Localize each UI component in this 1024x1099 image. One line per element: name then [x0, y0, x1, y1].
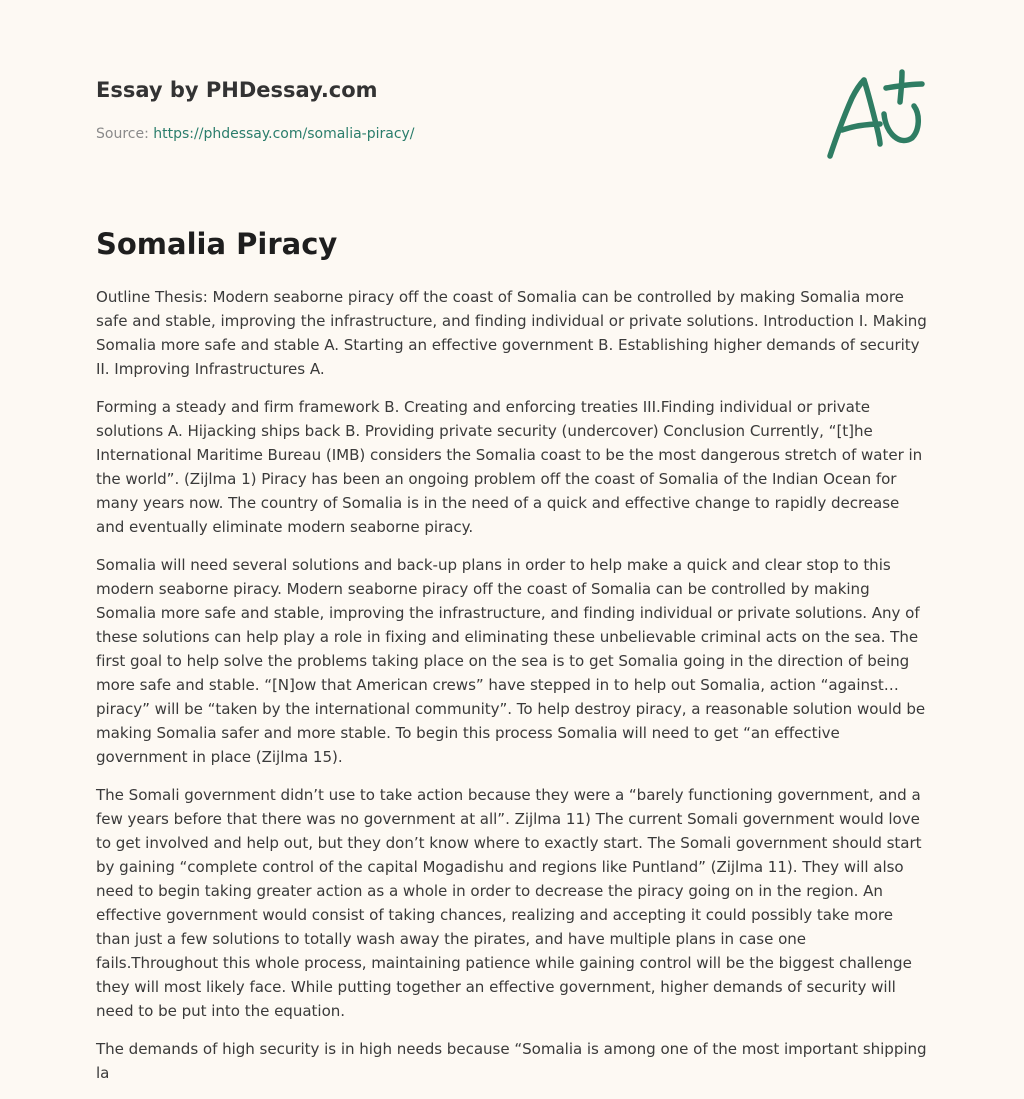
source-link[interactable]: https://phdessay.com/somalia-piracy/: [153, 126, 415, 142]
essay-page: [96, 0, 928, 1082]
paragraph-3: Somalia will need several solutions and back-up plans in order to help make a quick and clear stop to this modern seaborne piracy. Modern seaborne piracy off the coast of Somalia can be controlled by making Somalia more safe and stable, improving the infrastructure, and finding individual or private solutions. Any of these solutions can help play a role in fixing and eliminating these unbelievable criminal acts on the sea. The first goal to help solve the problems taking place on the sea is to get Somalia going in the direction of being more safe and stable. “[N]ow that American crews” have stepped in to help out Somalia, action “against…piracy” will be “taken by the international community”. To help destroy piracy, a reasonable solution would be making Somalia safer and more stable. To begin this process Somalia will need to get “an effective government in place (Zijlma 15).: [96, 556, 926, 766]
site-brand: Essay by PHDessay.com: [96, 78, 378, 102]
essay-title: Somalia Piracy: [96, 227, 338, 261]
source-label: Source:: [96, 126, 154, 142]
a-plus-logo-graphic: [822, 68, 926, 160]
paragraph-2: Forming a steady and firm framework B. Creating and enforcing treaties III.Finding individual or private solutions A. Hijacking ships back B. Providing private security (undercover) Conclusion Currently, “[t]he International Maritime Bureau (IMB) considers the Somalia coast to be the most dangerous stretch of water in the world”. (Zijlma 1) Piracy has been an ongoing problem off the coast of Somalia of the Indian Ocean for many years now. The country of Somalia is in the need of a quick and effective change to rapidly decrease and eventually eliminate modern seaborne piracy.: [96, 398, 923, 536]
paragraph-1: Outline Thesis: Modern seaborne piracy off the coast of Somalia can be controlled by making Somalia more safe and stable, improving the infrastructure, and finding individual or private solutions. Introduction I. Making Somalia more safe and stable A. Starting an effective government B. Establishing higher demands of security II. Improving Infrastructures A.: [96, 288, 927, 378]
a-plus-logo-icon: [822, 68, 926, 160]
paragraph-5: The demands of high security is in high needs because “Somalia is among one of the most important shipping la: [96, 1040, 927, 1082]
page-header: [96, 76, 928, 186]
source-line: [96, 124, 415, 144]
essay-body: [96, 285, 928, 1099]
paragraph-4: The Somali government didn’t use to take action because they were a “barely functioning government, and a few years before that there was no government at all”. Zijlma 11) The current Somali government would love to get involved and help out, but they don’t know where to exactly start. The Somali government should start by gaining “complete control of the capital Mogadishu and regions like Puntland” (Zijlma 11). They will also need to begin taking greater action as a whole in order to decrease the piracy going on in the region. An effective government would consist of taking chances, realizing and accepting it could possibly take more than just a few solutions to totally wash away the pirates, and have multiple plans in case one fails.Throughout this whole process, maintaining patience while gaining control will be the biggest challenge they will most likely face. While putting together an effective government, higher demands of security will need to be put into the equation.: [96, 786, 922, 1020]
